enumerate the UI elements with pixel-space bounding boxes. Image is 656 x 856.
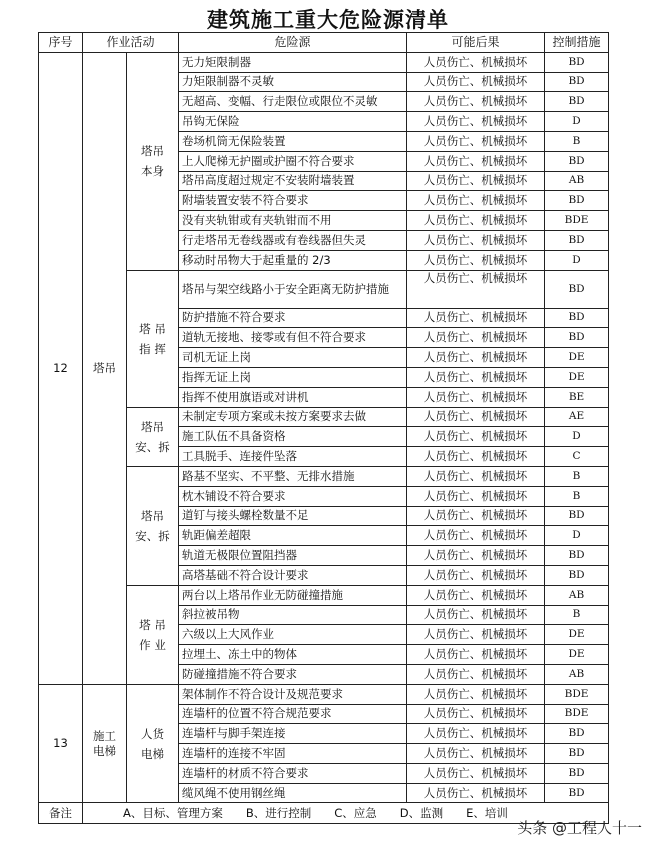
result-cell: 人员伤亡、机械损坏 bbox=[407, 645, 545, 665]
hazard-cell: 力矩限制器不灵敏 bbox=[179, 72, 407, 92]
control-cell: DE bbox=[545, 645, 609, 665]
hazard-cell: 没有夹轨钳或有夹轨钳而不用 bbox=[179, 211, 407, 231]
hazard-cell: 指挥无证上岗 bbox=[179, 367, 407, 387]
result-cell: 人员伤亡、机械损坏 bbox=[407, 211, 545, 231]
result-cell: 人员伤亡、机械损坏 bbox=[407, 171, 545, 191]
hazard-cell: 无超高、变幅、行走限位或限位不灵敏 bbox=[179, 92, 407, 112]
hazard-cell: 附墙装置安装不符合要求 bbox=[179, 191, 407, 211]
result-cell: 人员伤亡、机械损坏 bbox=[407, 367, 545, 387]
control-cell: D bbox=[545, 112, 609, 132]
group-number: 13 bbox=[39, 684, 83, 803]
control-cell: AB bbox=[545, 171, 609, 191]
control-cell: B bbox=[545, 605, 609, 625]
header-result: 可能后果 bbox=[407, 33, 545, 53]
result-cell: 人员伤亡、机械损坏 bbox=[407, 348, 545, 368]
result-cell: 人员伤亡、机械损坏 bbox=[407, 605, 545, 625]
control-cell: AB bbox=[545, 664, 609, 684]
group-activity: 塔吊 bbox=[83, 52, 127, 684]
hazard-cell: 指挥不使用旗语或对讲机 bbox=[179, 387, 407, 407]
control-cell: BE bbox=[545, 387, 609, 407]
hazard-cell: 连墙杆与脚手架连接 bbox=[179, 724, 407, 744]
result-cell: 人员伤亡、机械损坏 bbox=[407, 270, 545, 308]
hazard-table bbox=[38, 32, 609, 824]
control-cell: BD bbox=[545, 191, 609, 211]
control-cell: BD bbox=[545, 744, 609, 764]
hazard-cell: 移动时吊物大于起重量的 2/3 bbox=[179, 250, 407, 270]
hazard-cell: 道轨无接地、接零或有但不符合要求 bbox=[179, 328, 407, 348]
hazard-cell: 未制定专项方案或未按方案要求去做 bbox=[179, 407, 407, 427]
subgroup-name: 人货 电梯 bbox=[127, 684, 179, 803]
result-cell: 人员伤亡、机械损坏 bbox=[407, 328, 545, 348]
control-cell: D bbox=[545, 427, 609, 447]
control-cell: BD bbox=[545, 565, 609, 585]
result-cell: 人员伤亡、机械损坏 bbox=[407, 230, 545, 250]
hazard-cell: 防碰撞措施不符合要求 bbox=[179, 664, 407, 684]
header-hazard: 危险源 bbox=[179, 33, 407, 53]
control-cell: DE bbox=[545, 367, 609, 387]
control-cell: BD bbox=[545, 52, 609, 72]
control-cell: BD bbox=[545, 328, 609, 348]
hazard-cell: 连墙杆的材质不符合要求 bbox=[179, 763, 407, 783]
result-cell: 人员伤亡、机械损坏 bbox=[407, 131, 545, 151]
result-cell: 人员伤亡、机械损坏 bbox=[407, 724, 545, 744]
hazard-cell: 路基不坚实、不平整、无排水措施 bbox=[179, 466, 407, 486]
control-cell: BD bbox=[545, 783, 609, 803]
control-cell: B bbox=[545, 486, 609, 506]
control-cell: DE bbox=[545, 625, 609, 645]
hazard-cell: 工具脱手、连接件坠落 bbox=[179, 447, 407, 467]
hazard-cell: 枕木铺设不符合要求 bbox=[179, 486, 407, 506]
hazard-cell: 拉埋土、冻土中的物体 bbox=[179, 645, 407, 665]
control-cell: BD bbox=[545, 230, 609, 250]
hazard-cell: 塔吊与架空线路小于安全距离无防护措施 bbox=[179, 270, 407, 308]
hazard-cell: 六级以上大风作业 bbox=[179, 625, 407, 645]
control-cell: D bbox=[545, 250, 609, 270]
control-cell: C bbox=[545, 447, 609, 467]
hazard-cell: 无力矩限制器 bbox=[179, 52, 407, 72]
table-row bbox=[39, 52, 609, 72]
control-cell: BD bbox=[545, 151, 609, 171]
result-cell: 人员伤亡、机械损坏 bbox=[407, 526, 545, 546]
hazard-cell: 连墙杆的连接不牢固 bbox=[179, 744, 407, 764]
result-cell: 人员伤亡、机械损坏 bbox=[407, 250, 545, 270]
hazard-cell: 连墙杆的位置不符合规范要求 bbox=[179, 704, 407, 724]
subgroup-name: 塔 吊 指 挥 bbox=[127, 270, 179, 407]
result-cell: 人员伤亡、机械损坏 bbox=[407, 486, 545, 506]
result-cell: 人员伤亡、机械损坏 bbox=[407, 52, 545, 72]
result-cell: 人员伤亡、机械损坏 bbox=[407, 744, 545, 764]
result-cell: 人员伤亡、机械损坏 bbox=[407, 407, 545, 427]
result-cell: 人员伤亡、机械损坏 bbox=[407, 92, 545, 112]
result-cell: 人员伤亡、机械损坏 bbox=[407, 112, 545, 132]
control-cell: BDE bbox=[545, 704, 609, 724]
table-row bbox=[39, 684, 609, 704]
header-no: 序号 bbox=[39, 33, 83, 53]
control-cell: AB bbox=[545, 585, 609, 605]
control-cell: B bbox=[545, 131, 609, 151]
control-cell: BD bbox=[545, 92, 609, 112]
hazard-cell: 轨距偏差超限 bbox=[179, 526, 407, 546]
result-cell: 人员伤亡、机械损坏 bbox=[407, 72, 545, 92]
remark-text: A、目标、管理方案 B、进行控制 C、应急 D、监测 E、培训 bbox=[83, 803, 609, 824]
hazard-cell: 缆风绳不使用钢丝绳 bbox=[179, 783, 407, 803]
group-number: 12 bbox=[39, 52, 83, 684]
control-cell: BD bbox=[545, 270, 609, 308]
control-cell: DE bbox=[545, 348, 609, 368]
hazard-cell: 高塔基础不符合设计要求 bbox=[179, 565, 407, 585]
result-cell: 人员伤亡、机械损坏 bbox=[407, 546, 545, 566]
control-cell: BD bbox=[545, 763, 609, 783]
control-cell: BD bbox=[545, 72, 609, 92]
subgroup-name: 塔吊 安、拆 bbox=[127, 407, 179, 466]
hazard-cell: 卷场机筒无保险装置 bbox=[179, 131, 407, 151]
control-cell: BD bbox=[545, 546, 609, 566]
hazard-cell: 防护措施不符合要求 bbox=[179, 308, 407, 328]
result-cell: 人员伤亡、机械损坏 bbox=[407, 387, 545, 407]
result-cell: 人员伤亡、机械损坏 bbox=[407, 308, 545, 328]
document-title: 建筑施工重大危险源清单 bbox=[207, 7, 449, 32]
result-cell: 人员伤亡、机械损坏 bbox=[407, 783, 545, 803]
control-cell: B bbox=[545, 466, 609, 486]
result-cell: 人员伤亡、机械损坏 bbox=[407, 684, 545, 704]
hazard-cell: 施工队伍不具备资格 bbox=[179, 427, 407, 447]
control-cell: D bbox=[545, 526, 609, 546]
result-cell: 人员伤亡、机械损坏 bbox=[407, 427, 545, 447]
result-cell: 人员伤亡、机械损坏 bbox=[407, 151, 545, 171]
header-row bbox=[39, 33, 609, 53]
hazard-cell: 上人爬梯无护圈或护圈不符合要求 bbox=[179, 151, 407, 171]
hazard-cell: 架体制作不符合设计及规范要求 bbox=[179, 684, 407, 704]
control-cell: BD bbox=[545, 724, 609, 744]
result-cell: 人员伤亡、机械损坏 bbox=[407, 447, 545, 467]
group-activity: 施工 电梯 bbox=[83, 684, 127, 803]
result-cell: 人员伤亡、机械损坏 bbox=[407, 466, 545, 486]
control-cell: AE bbox=[545, 407, 609, 427]
result-cell: 人员伤亡、机械损坏 bbox=[407, 565, 545, 585]
control-cell: BDE bbox=[545, 684, 609, 704]
control-cell: BD bbox=[545, 308, 609, 328]
result-cell: 人员伤亡、机械损坏 bbox=[407, 191, 545, 211]
result-cell: 人员伤亡、机械损坏 bbox=[407, 763, 545, 783]
header-control: 控制措施 bbox=[545, 33, 609, 53]
control-cell: BDE bbox=[545, 211, 609, 231]
hazard-cell: 斜拉被吊物 bbox=[179, 605, 407, 625]
subgroup-name: 塔 吊 作 业 bbox=[127, 585, 179, 684]
hazard-cell: 两台以上塔吊作业无防碰撞措施 bbox=[179, 585, 407, 605]
hazard-cell: 司机无证上岗 bbox=[179, 348, 407, 368]
result-cell: 人员伤亡、机械损坏 bbox=[407, 625, 545, 645]
result-cell: 人员伤亡、机械损坏 bbox=[407, 506, 545, 526]
hazard-cell: 吊钩无保险 bbox=[179, 112, 407, 132]
watermark-text: 头条 @工程人十一 bbox=[517, 819, 642, 837]
hazard-cell: 塔吊高度超过规定不安装附墙装置 bbox=[179, 171, 407, 191]
hazard-cell: 道钉与接头螺栓数量不足 bbox=[179, 506, 407, 526]
control-cell: BD bbox=[545, 506, 609, 526]
result-cell: 人员伤亡、机械损坏 bbox=[407, 585, 545, 605]
subgroup-name: 塔吊 安、拆 bbox=[127, 466, 179, 585]
hazard-cell: 轨道无极限位置阻挡器 bbox=[179, 546, 407, 566]
result-cell: 人员伤亡、机械损坏 bbox=[407, 664, 545, 684]
remark-label: 备注 bbox=[39, 803, 83, 824]
hazard-cell: 行走塔吊无卷线器或有卷线器但失灵 bbox=[179, 230, 407, 250]
result-cell: 人员伤亡、机械损坏 bbox=[407, 704, 545, 724]
subgroup-name: 塔吊 本身 bbox=[127, 52, 179, 270]
table-body bbox=[39, 52, 609, 803]
header-activity: 作业活动 bbox=[83, 33, 179, 53]
